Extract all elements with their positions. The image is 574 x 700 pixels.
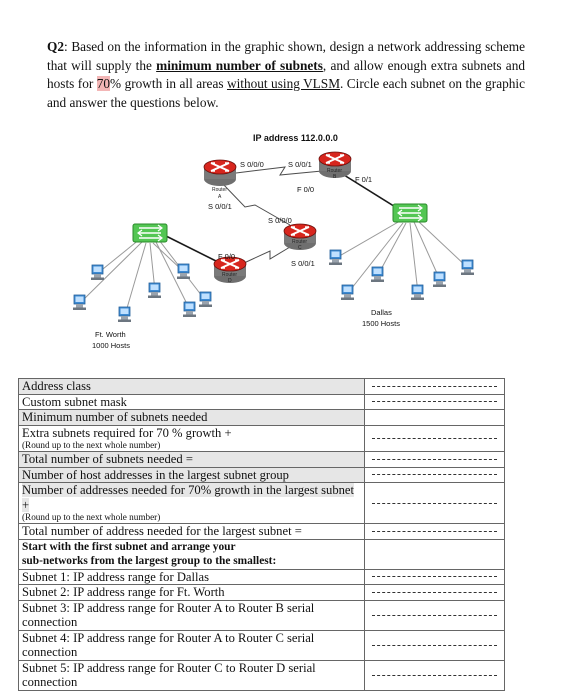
pc-icon <box>177 264 190 279</box>
svg-text:Router: Router <box>292 239 308 245</box>
row-label: Custom subnet mask <box>19 394 365 410</box>
svg-text:A: A <box>218 194 222 200</box>
pc-icon <box>183 302 196 317</box>
emphasis-no-vlsm: without using VLSM <box>226 76 341 91</box>
table-row <box>19 425 505 452</box>
row-label: Total number of subnets needed = <box>19 452 365 468</box>
ftworth-hosts: 1000 Hosts <box>92 341 130 350</box>
ftworth-name: Ft. Worth <box>95 330 126 339</box>
svg-text:C: C <box>298 245 302 251</box>
svg-text:Router: Router <box>212 187 228 193</box>
label-b-f00: F 0/0 <box>297 185 315 194</box>
row-label: Subnet 3: IP address range for Router A to Router B serial connection <box>19 600 365 630</box>
answer-blank[interactable] <box>365 630 505 660</box>
answer-blank[interactable] <box>365 585 505 601</box>
pc-icon <box>371 267 384 282</box>
row-label: Subnet 4: IP address range for Router A to Router C serial connection <box>19 630 365 660</box>
question-number: Q2 <box>47 39 64 54</box>
table-row <box>19 630 505 660</box>
question-text: Q2: Based on the information in the graphic shown, design a network addressing scheme that will supply the minimum number of subnets, and allow enough extra subnets and hosts for 70% growth in all areas without using VLSM. Circle each subnet on the graphic and answer the questions below. <box>47 39 526 110</box>
table-row <box>19 467 505 483</box>
row-label: Minimum number of subnets needed <box>19 410 365 426</box>
pc-icon <box>148 283 161 298</box>
answer-blank[interactable] <box>365 394 505 410</box>
pc-icon <box>199 292 212 307</box>
row-label: Number of addresses needed for 70% growth in the largest subnet + (Round up to the next whole number) <box>19 483 365 524</box>
emphasis-min-subnets: minimum number of subnets <box>156 57 323 73</box>
row-label: Subnet 5: IP address range for Router C to Router D serial connection <box>19 660 365 690</box>
pc-icon <box>73 295 86 310</box>
table-row <box>19 585 505 601</box>
label-b-f01: F 0/1 <box>355 175 373 184</box>
table-row <box>19 410 505 426</box>
label-a-s000: S 0/0/0 <box>240 160 264 169</box>
pc-icon <box>91 265 104 280</box>
pc-icon <box>118 307 131 322</box>
table-row <box>19 539 505 569</box>
row-label: Extra subnets required for 70 % growth + (Round up to the next whole number) <box>19 425 365 452</box>
growth-percent: 70 <box>96 76 111 91</box>
label-c-s001: S 0/0/1 <box>291 259 315 268</box>
answer-blank[interactable] <box>365 425 505 452</box>
pc-icon <box>341 285 354 300</box>
table-row <box>19 483 505 524</box>
pc-icon <box>329 250 342 265</box>
answer-blank[interactable] <box>365 569 505 585</box>
svg-text:Router: Router <box>222 272 238 278</box>
label-a-s001: S 0/0/1 <box>208 202 232 211</box>
answer-blank[interactable] <box>365 600 505 630</box>
switch-dallas <box>393 204 427 222</box>
table-row <box>19 524 505 540</box>
svg-text:D: D <box>228 278 232 284</box>
answer-blank[interactable] <box>365 467 505 483</box>
label-b-s001: S 0/0/1 <box>288 160 312 169</box>
round-note: (Round up to the next whole number) <box>22 440 161 450</box>
row-label: Total number of address needed for the largest subnet = <box>19 524 365 540</box>
row-label: Number of host addresses in the largest subnet group <box>19 467 365 483</box>
row-label: Address class <box>19 379 365 395</box>
round-note: (Round up to the next whole number) <box>22 512 161 522</box>
pc-icon <box>433 272 446 287</box>
row-label: Subnet 2: IP address range for Ft. Worth <box>19 585 365 601</box>
router-c <box>284 224 316 251</box>
svg-text:B: B <box>333 174 337 180</box>
answer-blank[interactable] <box>365 410 505 426</box>
ip-address-label: IP address 112.0.0.0 <box>253 133 338 143</box>
svg-text:Router: Router <box>327 168 343 174</box>
answer-blank[interactable] <box>365 524 505 540</box>
dallas-host-links <box>336 221 468 293</box>
pc-icon <box>411 285 424 300</box>
router-b <box>319 152 351 180</box>
dallas-hosts: 1500 Hosts <box>362 319 400 328</box>
answer-blank[interactable] <box>365 660 505 690</box>
table-row <box>19 569 505 585</box>
label-c-s000: S 0/0/0 <box>268 216 292 225</box>
pc-icon <box>461 260 474 275</box>
answer-table <box>18 378 505 691</box>
switch-ftworth <box>133 224 167 242</box>
router-d <box>214 257 246 284</box>
answer-blank[interactable] <box>365 452 505 468</box>
instruction-note: Start with the first subnet and arrange your sub-networks from the largest group to the smallest: <box>19 539 365 569</box>
network-diagram <box>0 125 574 375</box>
answer-blank[interactable] <box>365 379 505 395</box>
table-row <box>19 394 505 410</box>
router-a <box>204 160 236 200</box>
label-d-f00: F 0/0 <box>218 252 236 261</box>
table-row <box>19 452 505 468</box>
answer-blank <box>365 539 505 569</box>
answer-blank[interactable] <box>365 483 505 524</box>
link-c-d <box>244 247 290 263</box>
row-label: Subnet 1: IP address range for Dallas <box>19 569 365 585</box>
table-row <box>19 600 505 630</box>
table-row <box>19 379 505 395</box>
table-row <box>19 660 505 690</box>
dallas-name: Dallas <box>371 308 392 317</box>
